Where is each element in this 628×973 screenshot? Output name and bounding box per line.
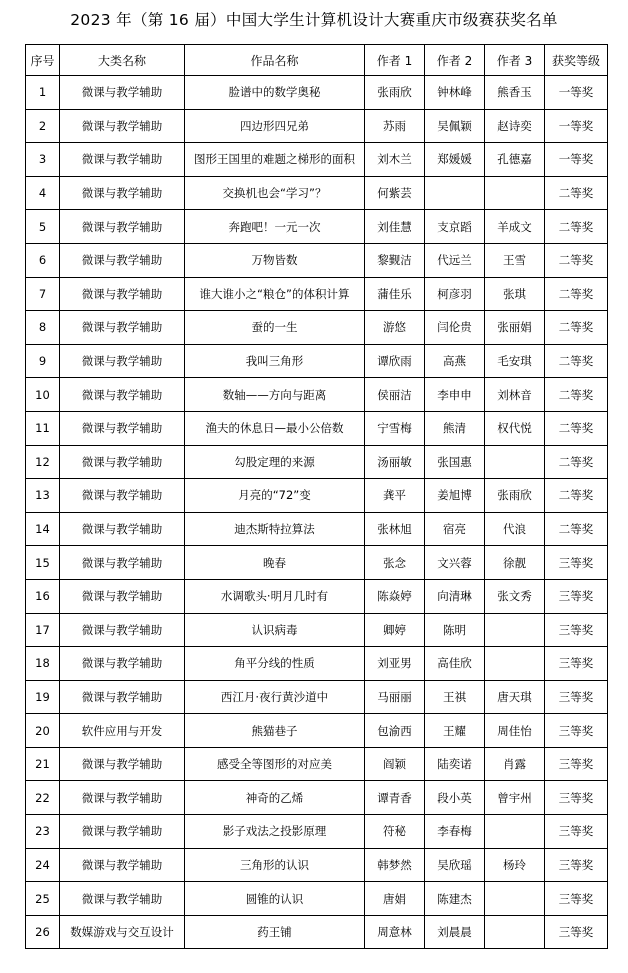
cell-work-name: 月亮的“72”变 [185,479,365,513]
cell-author-3: 刘林音 [485,378,545,412]
table-row [26,143,608,177]
table-row [26,210,608,244]
cell-author-2 [425,176,485,210]
cell-work-name: 角平分线的性质 [185,647,365,681]
cell-author-2: 姜旭博 [425,479,485,513]
cell-award-level: 二等奖 [545,176,608,210]
cell-category: 微课与教学辅助 [60,882,185,916]
cell-author-2: 陈建杰 [425,882,485,916]
table-row [26,848,608,882]
cell-award-level: 一等奖 [545,143,608,177]
cell-author-3: 毛安琪 [485,344,545,378]
table-row [26,781,608,815]
cell-author-1: 张雨欣 [365,76,425,110]
cell-index: 6 [26,243,60,277]
cell-author-1: 游悠 [365,311,425,345]
cell-author-1: 宁雪梅 [365,411,425,445]
cell-award-level: 二等奖 [545,210,608,244]
cell-author-1: 黎觐洁 [365,243,425,277]
cell-work-name: 勾股定理的来源 [185,445,365,479]
cell-work-name: 渔夫的休息日—最小公倍数 [185,411,365,445]
cell-author-3: 赵诗奕 [485,109,545,143]
cell-author-3 [485,445,545,479]
cell-category: 微课与教学辅助 [60,344,185,378]
cell-author-2: 代远兰 [425,243,485,277]
cell-author-3: 曾宇州 [485,781,545,815]
table-row [26,915,608,949]
cell-award-level: 二等奖 [545,277,608,311]
cell-award-level: 三等奖 [545,546,608,580]
cell-author-3: 张雨欣 [485,479,545,513]
cell-author-1: 苏雨 [365,109,425,143]
table-row [26,109,608,143]
header-row [26,45,608,76]
cell-award-level: 三等奖 [545,915,608,949]
cell-index: 16 [26,579,60,613]
cell-author-1: 张林旭 [365,512,425,546]
cell-work-name: 认识病毒 [185,613,365,647]
table-row [26,176,608,210]
cell-author-3: 羊成文 [485,210,545,244]
cell-award-level: 二等奖 [545,378,608,412]
cell-award-level: 三等奖 [545,680,608,714]
cell-work-name: 脸谱中的数学奥秘 [185,76,365,110]
cell-index: 23 [26,815,60,849]
cell-award-level: 二等奖 [545,512,608,546]
cell-award-level: 三等奖 [545,613,608,647]
cell-author-1: 卿婷 [365,613,425,647]
cell-work-name: 圆锥的认识 [185,882,365,916]
cell-author-1: 刘佳慧 [365,210,425,244]
cell-author-3: 张丽娟 [485,311,545,345]
awards-table [25,44,608,949]
cell-author-1: 刘木兰 [365,143,425,177]
cell-author-1: 周意林 [365,915,425,949]
cell-author-1: 蒲佳乐 [365,277,425,311]
cell-author-3: 孔德嘉 [485,143,545,177]
cell-work-name: 交换机也会“学习”？ [185,176,365,210]
cell-category: 微课与教学辅助 [60,815,185,849]
cell-category: 微课与教学辅助 [60,411,185,445]
header-author-1: 作者 1 [365,45,425,76]
cell-author-1: 韩梦然 [365,848,425,882]
cell-index: 19 [26,680,60,714]
cell-author-2: 熊清 [425,411,485,445]
cell-category: 微课与教学辅助 [60,176,185,210]
cell-category: 微课与教学辅助 [60,781,185,815]
cell-category: 微课与教学辅助 [60,479,185,513]
cell-category: 微课与教学辅助 [60,311,185,345]
cell-author-3: 肖露 [485,747,545,781]
cell-author-1: 张念 [365,546,425,580]
table-row [26,747,608,781]
cell-author-1: 马丽丽 [365,680,425,714]
header-work-name: 作品名称 [185,45,365,76]
cell-category: 软件应用与开发 [60,714,185,748]
cell-work-name: 蚕的一生 [185,311,365,345]
cell-category: 微课与教学辅助 [60,512,185,546]
cell-category: 微课与教学辅助 [60,579,185,613]
cell-author-2: 吴欣瑶 [425,848,485,882]
cell-work-name: 水调歌头·明月几时有 [185,579,365,613]
cell-author-2: 李申申 [425,378,485,412]
cell-award-level: 三等奖 [545,781,608,815]
cell-work-name: 图形王国里的难题之梯形的面积 [185,143,365,177]
cell-award-level: 一等奖 [545,76,608,110]
cell-category: 微课与教学辅助 [60,848,185,882]
cell-category: 微课与教学辅助 [60,143,185,177]
cell-category: 微课与教学辅助 [60,109,185,143]
cell-award-level: 一等奖 [545,109,608,143]
cell-author-3: 徐靓 [485,546,545,580]
cell-author-3: 唐天琪 [485,680,545,714]
cell-author-1: 唐娟 [365,882,425,916]
table-row [26,243,608,277]
cell-index: 17 [26,613,60,647]
cell-index: 3 [26,143,60,177]
cell-award-level: 二等奖 [545,479,608,513]
cell-index: 20 [26,714,60,748]
cell-work-name: 神奇的乙烯 [185,781,365,815]
table-row [26,714,608,748]
table-row [26,680,608,714]
cell-category: 微课与教学辅助 [60,546,185,580]
cell-author-3: 张琪 [485,277,545,311]
cell-author-3: 王雪 [485,243,545,277]
cell-index: 24 [26,848,60,882]
cell-award-level: 三等奖 [545,647,608,681]
cell-author-2: 吴佩颖 [425,109,485,143]
cell-author-2: 向清琳 [425,579,485,613]
cell-award-level: 二等奖 [545,445,608,479]
cell-author-1: 陈焱婷 [365,579,425,613]
cell-author-2: 张国惠 [425,445,485,479]
cell-index: 7 [26,277,60,311]
cell-index: 10 [26,378,60,412]
cell-work-name: 我叫三角形 [185,344,365,378]
cell-award-level: 三等奖 [545,579,608,613]
cell-category: 微课与教学辅助 [60,277,185,311]
cell-award-level: 三等奖 [545,747,608,781]
cell-award-level: 二等奖 [545,243,608,277]
cell-author-2: 高佳欣 [425,647,485,681]
cell-author-2: 宿亮 [425,512,485,546]
cell-author-3 [485,613,545,647]
cell-author-1: 包渝西 [365,714,425,748]
cell-category: 微课与教学辅助 [60,680,185,714]
header-index: 序号 [26,45,60,76]
cell-author-2: 高燕 [425,344,485,378]
cell-author-2: 王祺 [425,680,485,714]
table-row [26,882,608,916]
cell-index: 22 [26,781,60,815]
cell-index: 18 [26,647,60,681]
table-row [26,344,608,378]
cell-index: 1 [26,76,60,110]
cell-category: 微课与教学辅助 [60,647,185,681]
cell-work-name: 迪杰斯特拉算法 [185,512,365,546]
cell-work-name: 三角形的认识 [185,848,365,882]
cell-category: 数媒游戏与交互设计 [60,915,185,949]
cell-author-2: 柯彦羽 [425,277,485,311]
cell-index: 11 [26,411,60,445]
header-category: 大类名称 [60,45,185,76]
table-row [26,579,608,613]
cell-author-1: 汤丽敏 [365,445,425,479]
table-row [26,546,608,580]
cell-author-1: 符秘 [365,815,425,849]
header-award-level: 获奖等级 [545,45,608,76]
cell-award-level: 二等奖 [545,344,608,378]
table-row [26,647,608,681]
cell-work-name: 感受全等图形的对应美 [185,747,365,781]
cell-index: 25 [26,882,60,916]
cell-work-name: 晚春 [185,546,365,580]
cell-category: 微课与教学辅助 [60,210,185,244]
cell-author-3 [485,882,545,916]
table-row [26,613,608,647]
cell-index: 4 [26,176,60,210]
cell-index: 2 [26,109,60,143]
cell-author-3: 权代悦 [485,411,545,445]
table-row [26,479,608,513]
table-row [26,411,608,445]
cell-author-2: 陈明 [425,613,485,647]
cell-author-1: 龚平 [365,479,425,513]
cell-category: 微课与教学辅助 [60,613,185,647]
cell-index: 14 [26,512,60,546]
table-body [26,76,608,949]
cell-category: 微课与教学辅助 [60,243,185,277]
cell-index: 21 [26,747,60,781]
cell-author-3 [485,915,545,949]
cell-author-2: 钟林峰 [425,76,485,110]
table-row [26,815,608,849]
cell-award-level: 二等奖 [545,311,608,345]
cell-author-1: 谭欣雨 [365,344,425,378]
cell-author-3 [485,647,545,681]
cell-author-3 [485,176,545,210]
cell-author-3: 熊香玉 [485,76,545,110]
cell-work-name: 西江月·夜行黄沙道中 [185,680,365,714]
cell-author-2: 段小英 [425,781,485,815]
cell-category: 微课与教学辅助 [60,378,185,412]
cell-author-2: 王耀 [425,714,485,748]
cell-author-3: 张文秀 [485,579,545,613]
cell-work-name: 四边形四兄弟 [185,109,365,143]
table-row [26,277,608,311]
cell-author-2: 支京蹈 [425,210,485,244]
table-row [26,512,608,546]
page-title: 2023 年（第 16 届）中国大学生计算机设计大赛重庆市级赛获奖名单 [70,11,558,29]
cell-index: 12 [26,445,60,479]
cell-index: 13 [26,479,60,513]
cell-work-name: 万物皆数 [185,243,365,277]
header-author-2: 作者 2 [425,45,485,76]
cell-author-1: 何紫芸 [365,176,425,210]
cell-index: 15 [26,546,60,580]
cell-index: 5 [26,210,60,244]
cell-author-2: 闫伦贵 [425,311,485,345]
cell-author-3 [485,815,545,849]
cell-author-3: 周佳怡 [485,714,545,748]
cell-author-2: 陆奕诺 [425,747,485,781]
cell-author-1: 谭青香 [365,781,425,815]
cell-author-2: 文兴蓉 [425,546,485,580]
table-row [26,378,608,412]
cell-index: 26 [26,915,60,949]
cell-category: 微课与教学辅助 [60,76,185,110]
cell-work-name: 药王铺 [185,915,365,949]
cell-work-name: 谁大谁小之“粮仓”的体积计算 [185,277,365,311]
cell-author-3: 杨玲 [485,848,545,882]
cell-award-level: 三等奖 [545,848,608,882]
cell-work-name: 数轴——方向与距离 [185,378,365,412]
cell-author-2: 郑媛媛 [425,143,485,177]
table-row [26,311,608,345]
cell-author-1: 刘亚男 [365,647,425,681]
cell-index: 8 [26,311,60,345]
cell-award-level: 二等奖 [545,411,608,445]
cell-work-name: 奔跑吧！一元一次 [185,210,365,244]
cell-work-name: 熊猫巷子 [185,714,365,748]
cell-award-level: 三等奖 [545,815,608,849]
cell-award-level: 三等奖 [545,882,608,916]
cell-author-2: 李春梅 [425,815,485,849]
cell-category: 微课与教学辅助 [60,747,185,781]
cell-award-level: 三等奖 [545,714,608,748]
cell-author-3: 代浪 [485,512,545,546]
table-row [26,445,608,479]
header-author-3: 作者 3 [485,45,545,76]
cell-author-2: 刘晨晨 [425,915,485,949]
table-row [26,76,608,110]
cell-author-1: 阎颖 [365,747,425,781]
cell-index: 9 [26,344,60,378]
cell-author-1: 侯丽洁 [365,378,425,412]
cell-work-name: 影子戏法之投影原理 [185,815,365,849]
cell-category: 微课与教学辅助 [60,445,185,479]
